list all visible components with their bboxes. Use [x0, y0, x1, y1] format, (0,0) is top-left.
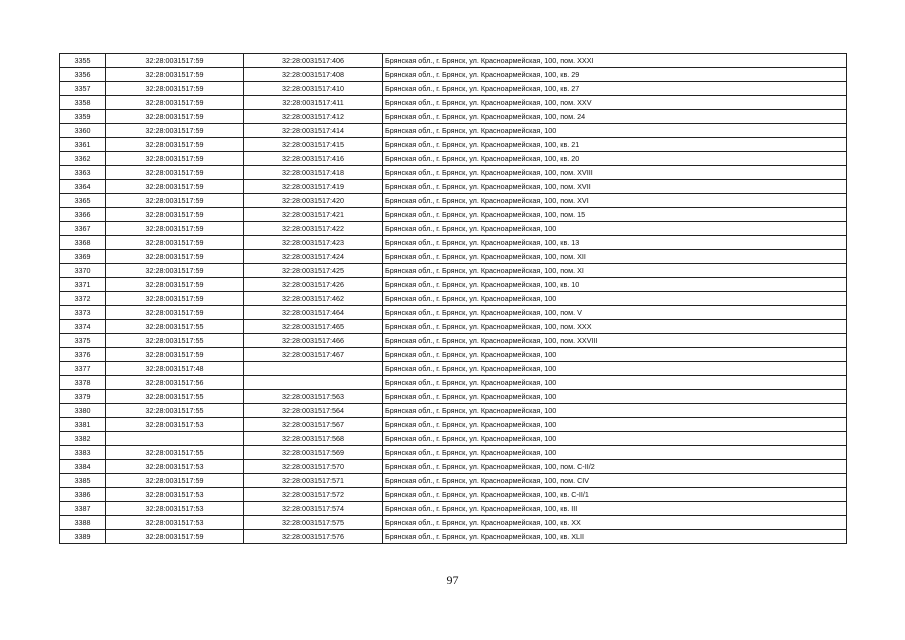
table-row — [60, 446, 847, 460]
object-cadastral-cell: 32:28:0031517:567 — [244, 418, 383, 432]
address-cell: Брянская обл., г. Брянск, ул. Красноармейская, 100, кв. XX — [383, 516, 847, 530]
parent-cadastral-cell: 32:28:0031517:53 — [106, 418, 244, 432]
row-number-cell: 3363 — [60, 166, 106, 180]
row-number-cell: 3361 — [60, 138, 106, 152]
address-cell: Брянская обл., г. Брянск, ул. Красноармейская, 100 — [383, 390, 847, 404]
table-row — [60, 292, 847, 306]
address-cell: Брянская обл., г. Брянск, ул. Красноармейская, 100, пом. XXVIII — [383, 334, 847, 348]
row-number-cell: 3388 — [60, 516, 106, 530]
row-number-cell: 3377 — [60, 362, 106, 376]
object-cadastral-cell: 32:28:0031517:466 — [244, 334, 383, 348]
object-cadastral-cell: 32:28:0031517:424 — [244, 250, 383, 264]
parent-cadastral-cell: 32:28:0031517:55 — [106, 404, 244, 418]
address-cell: Брянская обл., г. Брянск, ул. Красноармейская, 100, пом. XXX — [383, 320, 847, 334]
row-number-cell: 3356 — [60, 68, 106, 82]
address-cell: Брянская обл., г. Брянск, ул. Красноармейская, 100, пом. XVI — [383, 194, 847, 208]
parent-cadastral-cell: 32:28:0031517:55 — [106, 320, 244, 334]
parent-cadastral-cell: 32:28:0031517:53 — [106, 516, 244, 530]
row-number-cell: 3389 — [60, 530, 106, 544]
object-cadastral-cell: 32:28:0031517:418 — [244, 166, 383, 180]
object-cadastral-cell: 32:28:0031517:426 — [244, 278, 383, 292]
parent-cadastral-cell: 32:28:0031517:59 — [106, 180, 244, 194]
table-row — [60, 320, 847, 334]
address-cell: Брянская обл., г. Брянск, ул. Красноармейская, 100, кв. XLII — [383, 530, 847, 544]
object-cadastral-cell: 32:28:0031517:568 — [244, 432, 383, 446]
address-cell: Брянская обл., г. Брянск, ул. Красноармейская, 100 — [383, 418, 847, 432]
row-number-cell: 3375 — [60, 334, 106, 348]
table-row — [60, 376, 847, 390]
object-cadastral-cell: 32:28:0031517:564 — [244, 404, 383, 418]
address-cell: Брянская обл., г. Брянск, ул. Красноармейская, 100, пом. С-II/2 — [383, 460, 847, 474]
row-number-cell: 3365 — [60, 194, 106, 208]
object-cadastral-cell: 32:28:0031517:574 — [244, 502, 383, 516]
object-cadastral-cell: 32:28:0031517:412 — [244, 110, 383, 124]
address-cell: Брянская обл., г. Брянск, ул. Красноармейская, 100 — [383, 348, 847, 362]
table-row — [60, 194, 847, 208]
row-number-cell: 3383 — [60, 446, 106, 460]
row-number-cell: 3384 — [60, 460, 106, 474]
object-cadastral-cell: 32:28:0031517:464 — [244, 306, 383, 320]
table-row — [60, 530, 847, 544]
parent-cadastral-cell: 32:28:0031517:59 — [106, 68, 244, 82]
address-cell: Брянская обл., г. Брянск, ул. Красноармейская, 100, кв. 27 — [383, 82, 847, 96]
object-cadastral-cell: 32:28:0031517:415 — [244, 138, 383, 152]
table-row — [60, 488, 847, 502]
table-row — [60, 166, 847, 180]
address-cell: Брянская обл., г. Брянск, ул. Красноармейская, 100, кв. 10 — [383, 278, 847, 292]
address-cell: Брянская обл., г. Брянск, ул. Красноармейская, 100, пом. 15 — [383, 208, 847, 222]
table-row — [60, 82, 847, 96]
table-row — [60, 334, 847, 348]
parent-cadastral-cell: 32:28:0031517:56 — [106, 376, 244, 390]
table-row — [60, 306, 847, 320]
table-row — [60, 348, 847, 362]
row-number-cell: 3373 — [60, 306, 106, 320]
row-number-cell: 3362 — [60, 152, 106, 166]
object-cadastral-cell: 32:28:0031517:572 — [244, 488, 383, 502]
parent-cadastral-cell: 32:28:0031517:59 — [106, 530, 244, 544]
address-cell: Брянская обл., г. Брянск, ул. Красноармейская, 100, кв. 29 — [383, 68, 847, 82]
address-cell: Брянская обл., г. Брянск, ул. Красноармейская, 100 — [383, 222, 847, 236]
registry-table — [59, 53, 847, 544]
object-cadastral-cell: 32:28:0031517:570 — [244, 460, 383, 474]
table-row — [60, 138, 847, 152]
object-cadastral-cell: 32:28:0031517:575 — [244, 516, 383, 530]
parent-cadastral-cell: 32:28:0031517:53 — [106, 460, 244, 474]
parent-cadastral-cell: 32:28:0031517:59 — [106, 54, 244, 68]
object-cadastral-cell: 32:28:0031517:421 — [244, 208, 383, 222]
object-cadastral-cell: 32:28:0031517:425 — [244, 264, 383, 278]
object-cadastral-cell: 32:28:0031517:416 — [244, 152, 383, 166]
parent-cadastral-cell: 32:28:0031517:59 — [106, 208, 244, 222]
address-cell: Брянская обл., г. Брянск, ул. Красноармейская, 100, кв. С-II/1 — [383, 488, 847, 502]
row-number-cell: 3386 — [60, 488, 106, 502]
parent-cadastral-cell: 32:28:0031517:59 — [106, 96, 244, 110]
parent-cadastral-cell: 32:28:0031517:59 — [106, 124, 244, 138]
object-cadastral-cell — [244, 362, 383, 376]
parent-cadastral-cell: 32:28:0031517:59 — [106, 292, 244, 306]
row-number-cell: 3369 — [60, 250, 106, 264]
object-cadastral-cell: 32:28:0031517:571 — [244, 474, 383, 488]
object-cadastral-cell: 32:28:0031517:419 — [244, 180, 383, 194]
address-cell: Брянская обл., г. Брянск, ул. Красноармейская, 100, пом. XVIII — [383, 166, 847, 180]
object-cadastral-cell: 32:28:0031517:569 — [244, 446, 383, 460]
parent-cadastral-cell: 32:28:0031517:59 — [106, 278, 244, 292]
row-number-cell: 3366 — [60, 208, 106, 222]
parent-cadastral-cell: 32:28:0031517:55 — [106, 446, 244, 460]
table-row — [60, 264, 847, 278]
row-number-cell: 3387 — [60, 502, 106, 516]
object-cadastral-cell: 32:28:0031517:422 — [244, 222, 383, 236]
address-cell: Брянская обл., г. Брянск, ул. Красноармейская, 100, пом. CIV — [383, 474, 847, 488]
object-cadastral-cell: 32:28:0031517:411 — [244, 96, 383, 110]
address-cell: Брянская обл., г. Брянск, ул. Красноармейская, 100, пом. XII — [383, 250, 847, 264]
row-number-cell: 3376 — [60, 348, 106, 362]
parent-cadastral-cell: 32:28:0031517:59 — [106, 236, 244, 250]
table-row — [60, 418, 847, 432]
object-cadastral-cell — [244, 376, 383, 390]
address-cell: Брянская обл., г. Брянск, ул. Красноармейская, 100, кв. 20 — [383, 152, 847, 166]
address-cell: Брянская обл., г. Брянск, ул. Красноармейская, 100 — [383, 362, 847, 376]
table-row — [60, 460, 847, 474]
object-cadastral-cell: 32:28:0031517:462 — [244, 292, 383, 306]
object-cadastral-cell: 32:28:0031517:414 — [244, 124, 383, 138]
row-number-cell: 3378 — [60, 376, 106, 390]
table-row — [60, 222, 847, 236]
table-row — [60, 96, 847, 110]
address-cell: Брянская обл., г. Брянск, ул. Красноармейская, 100 — [383, 376, 847, 390]
table-body — [60, 54, 847, 544]
row-number-cell: 3367 — [60, 222, 106, 236]
row-number-cell: 3374 — [60, 320, 106, 334]
row-number-cell: 3379 — [60, 390, 106, 404]
address-cell: Брянская обл., г. Брянск, ул. Красноармейская, 100 — [383, 432, 847, 446]
row-number-cell: 3355 — [60, 54, 106, 68]
table-row — [60, 110, 847, 124]
object-cadastral-cell: 32:28:0031517:406 — [244, 54, 383, 68]
row-number-cell: 3382 — [60, 432, 106, 446]
row-number-cell: 3359 — [60, 110, 106, 124]
address-cell: Брянская обл., г. Брянск, ул. Красноармейская, 100 — [383, 124, 847, 138]
parent-cadastral-cell: 32:28:0031517:55 — [106, 334, 244, 348]
object-cadastral-cell: 32:28:0031517:423 — [244, 236, 383, 250]
table-row — [60, 152, 847, 166]
address-cell: Брянская обл., г. Брянск, ул. Красноармейская, 100 — [383, 292, 847, 306]
object-cadastral-cell: 32:28:0031517:408 — [244, 68, 383, 82]
table-row — [60, 180, 847, 194]
parent-cadastral-cell: 32:28:0031517:59 — [106, 474, 244, 488]
row-number-cell: 3368 — [60, 236, 106, 250]
row-number-cell: 3371 — [60, 278, 106, 292]
address-cell: Брянская обл., г. Брянск, ул. Красноармейская, 100, пом. XVII — [383, 180, 847, 194]
parent-cadastral-cell: 32:28:0031517:59 — [106, 110, 244, 124]
parent-cadastral-cell: 32:28:0031517:59 — [106, 152, 244, 166]
parent-cadastral-cell: 32:28:0031517:59 — [106, 82, 244, 96]
table-row — [60, 362, 847, 376]
parent-cadastral-cell: 32:28:0031517:55 — [106, 390, 244, 404]
row-number-cell: 3372 — [60, 292, 106, 306]
address-cell: Брянская обл., г. Брянск, ул. Красноармейская, 100, пом. V — [383, 306, 847, 320]
row-number-cell: 3360 — [60, 124, 106, 138]
table-row — [60, 68, 847, 82]
object-cadastral-cell: 32:28:0031517:576 — [244, 530, 383, 544]
page-number: 97 — [446, 573, 459, 587]
table-row — [60, 390, 847, 404]
parent-cadastral-cell: 32:28:0031517:59 — [106, 138, 244, 152]
parent-cadastral-cell: 32:28:0031517:59 — [106, 306, 244, 320]
table-row — [60, 404, 847, 418]
address-cell: Брянская обл., г. Брянск, ул. Красноармейская, 100, пом. XXV — [383, 96, 847, 110]
row-number-cell: 3358 — [60, 96, 106, 110]
table-row — [60, 432, 847, 446]
row-number-cell: 3370 — [60, 264, 106, 278]
row-number-cell: 3357 — [60, 82, 106, 96]
row-number-cell: 3364 — [60, 180, 106, 194]
address-cell: Брянская обл., г. Брянск, ул. Красноармейская, 100, кв. 13 — [383, 236, 847, 250]
object-cadastral-cell: 32:28:0031517:563 — [244, 390, 383, 404]
table-row — [60, 474, 847, 488]
table-row — [60, 278, 847, 292]
address-cell: Брянская обл., г. Брянск, ул. Красноармейская, 100, пом. XI — [383, 264, 847, 278]
row-number-cell: 3381 — [60, 418, 106, 432]
parent-cadastral-cell: 32:28:0031517:48 — [106, 362, 244, 376]
address-cell: Брянская обл., г. Брянск, ул. Красноармейская, 100 — [383, 446, 847, 460]
parent-cadastral-cell: 32:28:0031517:59 — [106, 264, 244, 278]
table-row — [60, 54, 847, 68]
row-number-cell: 3380 — [60, 404, 106, 418]
object-cadastral-cell: 32:28:0031517:465 — [244, 320, 383, 334]
table-row — [60, 502, 847, 516]
parent-cadastral-cell: 32:28:0031517:53 — [106, 502, 244, 516]
parent-cadastral-cell — [106, 432, 244, 446]
object-cadastral-cell: 32:28:0031517:420 — [244, 194, 383, 208]
table-row — [60, 236, 847, 250]
table-row — [60, 516, 847, 530]
parent-cadastral-cell: 32:28:0031517:59 — [106, 166, 244, 180]
parent-cadastral-cell: 32:28:0031517:53 — [106, 488, 244, 502]
parent-cadastral-cell: 32:28:0031517:59 — [106, 194, 244, 208]
table-row — [60, 250, 847, 264]
object-cadastral-cell: 32:28:0031517:467 — [244, 348, 383, 362]
address-cell: Брянская обл., г. Брянск, ул. Красноармейская, 100, кв. III — [383, 502, 847, 516]
parent-cadastral-cell: 32:28:0031517:59 — [106, 222, 244, 236]
table-row — [60, 208, 847, 222]
address-cell: Брянская обл., г. Брянск, ул. Красноармейская, 100, пом. XXXI — [383, 54, 847, 68]
table-row — [60, 124, 847, 138]
address-cell: Брянская обл., г. Брянск, ул. Красноармейская, 100, кв. 21 — [383, 138, 847, 152]
object-cadastral-cell: 32:28:0031517:410 — [244, 82, 383, 96]
parent-cadastral-cell: 32:28:0031517:59 — [106, 250, 244, 264]
address-cell: Брянская обл., г. Брянск, ул. Красноармейская, 100, пом. 24 — [383, 110, 847, 124]
row-number-cell: 3385 — [60, 474, 106, 488]
address-cell: Брянская обл., г. Брянск, ул. Красноармейская, 100 — [383, 404, 847, 418]
parent-cadastral-cell: 32:28:0031517:59 — [106, 348, 244, 362]
